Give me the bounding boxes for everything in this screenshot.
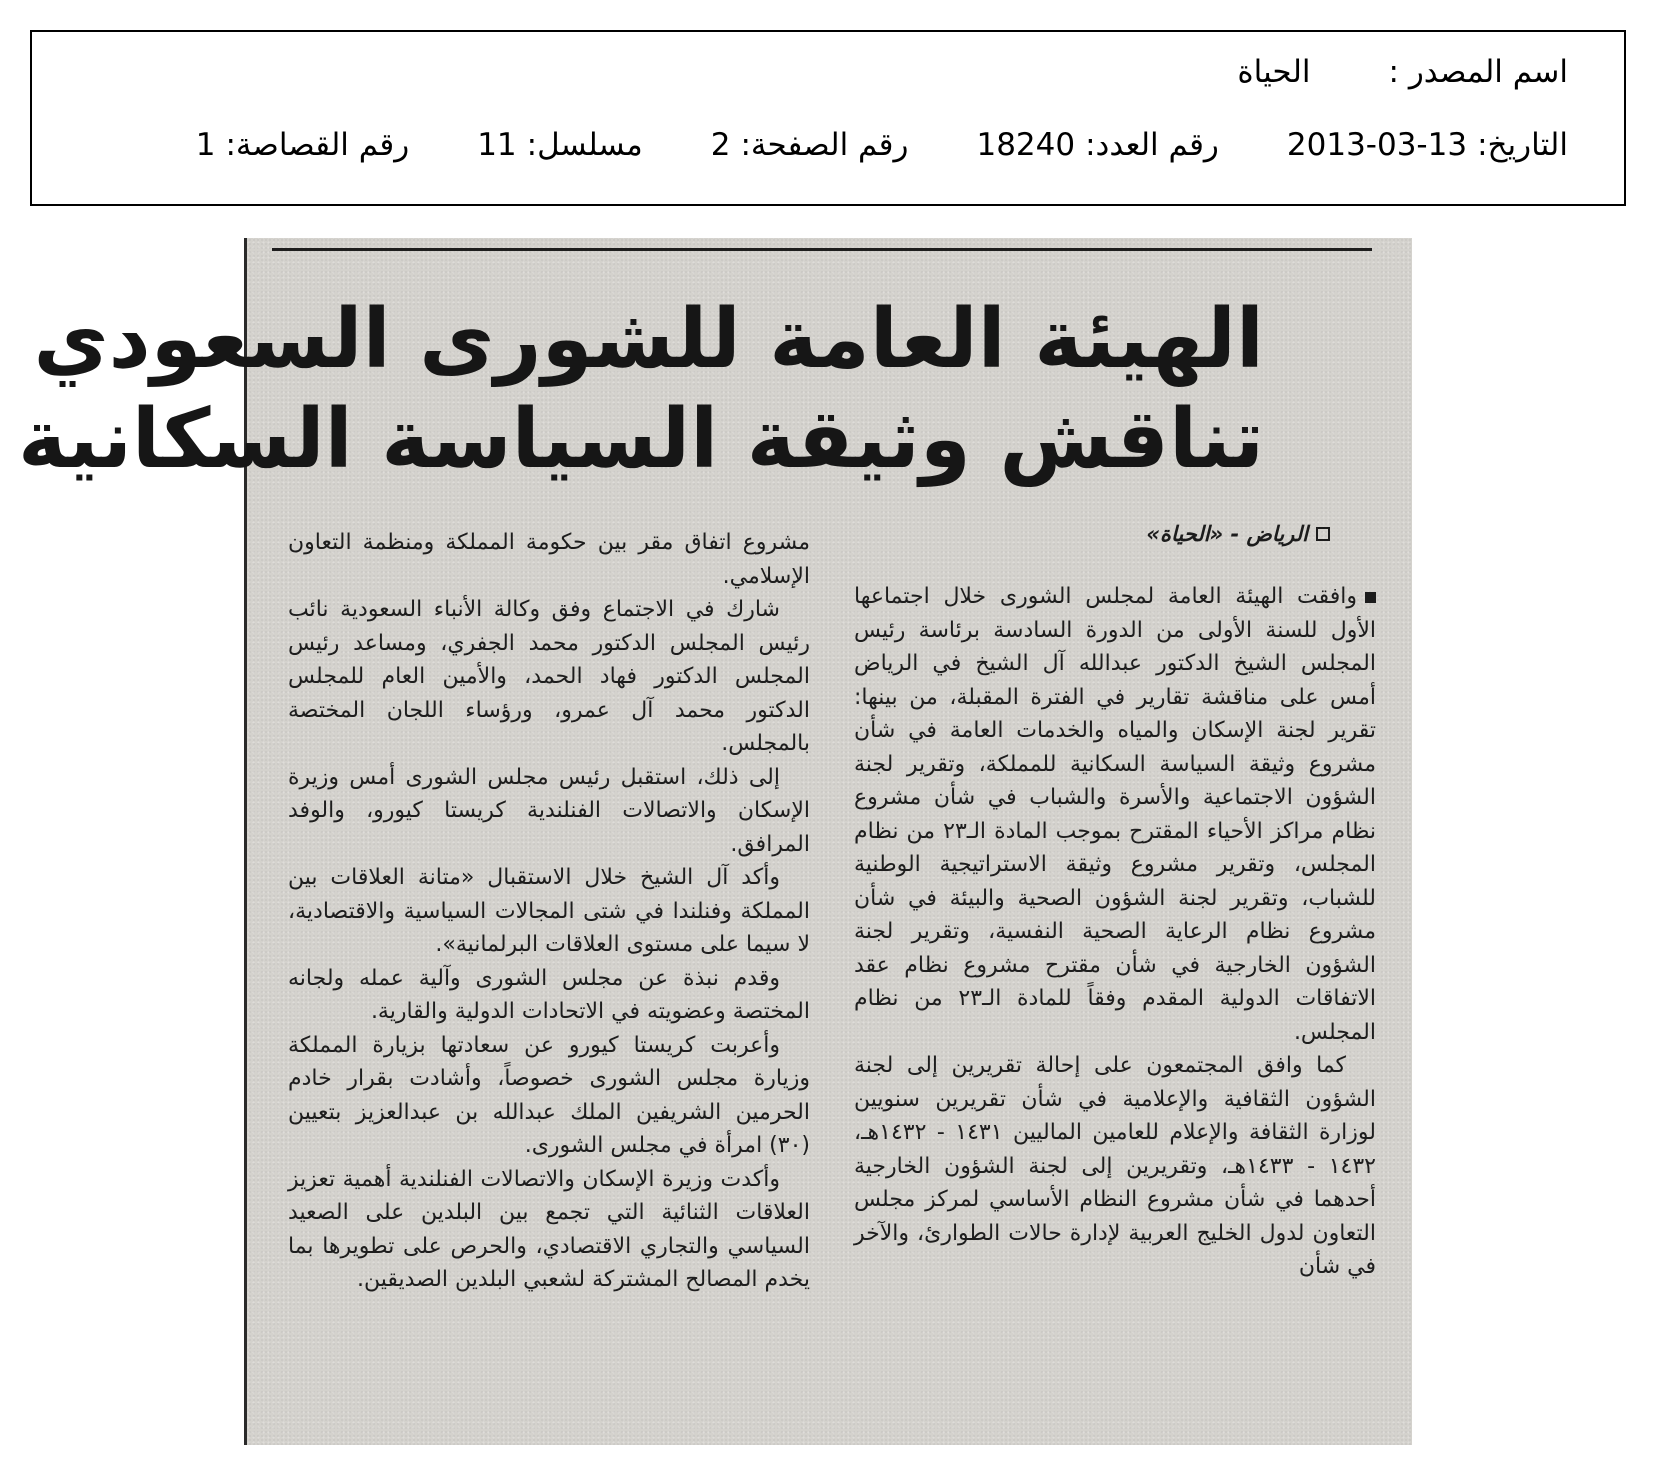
issue-value: 18240 bbox=[976, 127, 1076, 163]
paragraph: مشروع اتفاق مقر بين حكومة المملكة ومنظمة التعاون الإسلامي. bbox=[288, 530, 810, 589]
article-column-right bbox=[854, 580, 1376, 1284]
serial-label: مسلسل: bbox=[526, 127, 643, 163]
filled-square-bullet-icon bbox=[1365, 592, 1376, 603]
serial-field bbox=[477, 127, 643, 163]
paragraph: وأعربت كريستا كيورو عن سعادتها بزيارة المملكة وزيارة مجلس الشورى خصوصاً، وأشادت بقرار خادم الحرمين الشريفين الملك عبدالله بن عبدالعزيز بتعيين (٣٠) امرأة في مجلس الشورى. bbox=[288, 1032, 810, 1158]
dateline-text: الرياض - «الحياة» bbox=[1146, 522, 1308, 546]
source-value: الحياة bbox=[1237, 54, 1311, 90]
issue-label: رقم العدد: bbox=[1085, 127, 1219, 163]
issue-field bbox=[976, 127, 1218, 163]
clip-number-field bbox=[196, 127, 409, 163]
paragraph: كما وافق المجتمعون على إحالة تقريرين إلى لجنة الشؤون الثقافية والإعلامية في شأن تقريرين سنويين لوزارة الثقافة والإعلام للعامين الماليين ١٤٣١ - ١٤٣٢هـ، ١٤٣٢ - ١٤٣٣هـ، وتقريرين إلى لجنة الشؤون الخارجية أحدهما في شأن مشروع النظام الأساسي لمركز مجلس التعاون لدول الخليج العربية لإدارة حالات الطوارئ، والآخر في شأن bbox=[854, 1053, 1376, 1279]
paragraph: شارك في الاجتماع وفق وكالة الأنباء السعودية نائب رئيس المجلس الدكتور محمد الجفري، ومساعد رئيس المجلس الدكتور فهاد الحمد، والأمين العام للمجلس الدكتور محمد آل عمرو، ورؤساء اللجان المختصة بالمجلس. bbox=[288, 597, 810, 756]
headline-line-1: الهيئة العامة للشورى السعودي bbox=[33, 292, 1264, 387]
serial-value: 11 bbox=[477, 127, 517, 163]
details-row bbox=[196, 127, 1568, 163]
square-bullet-icon bbox=[1316, 527, 1330, 541]
newspaper-clipping-scan bbox=[17, 238, 1412, 1445]
article-column-left bbox=[288, 526, 810, 1297]
page-label: رقم الصفحة: bbox=[740, 127, 909, 163]
clipping-metadata-box bbox=[30, 30, 1626, 206]
top-rule-line bbox=[272, 248, 1372, 251]
date-value: 2013-03-13 bbox=[1286, 127, 1468, 163]
page-field bbox=[711, 127, 909, 163]
date-field bbox=[1287, 127, 1568, 163]
paragraph: وأكدت وزيرة الإسكان والاتصالات الفنلندية أهمية تعزيز العلاقات الثنائية التي تجمع بين البلدين على الصعيد السياسي والتجاري الاقتصادي، والحرص على تطويرها بما يخدم المصالح المشتركة لشعبي البلدين الصديقين. bbox=[288, 1166, 810, 1292]
source-label: اسم المصدر : bbox=[1388, 54, 1568, 90]
paragraph-text: وافقت الهيئة العامة لمجلس الشورى خلال اجتماعها الأول للسنة الأولى من الدورة السادسة برئاسة رئيس المجلس الشيخ الدكتور عبدالله آل الشيخ في الرياض أمس على مناقشة تقارير في الفترة المقبلة، من بينها: تقرير لجنة الإسكان والمياه والخدمات العامة في شأن مشروع وثيقة السياسة السكانية للمملكة، وتقرير لجنة الشؤون الاجتماعية والأسرة والشباب في شأن مشروع نظام مراكز الأحياء المقترح بموجب المادة الـ٢٣ من نظام المجلس، وتقرير مشروع وثيقة الاستراتيجية الوطنية للشباب، وتقرير لجنة الشؤون الصحية والبيئة في شأن مشروع نظام الرعاية الصحية النفسية، وتقرير لجنة الشؤون الخارجية في شأن مقترح مشروع نظام عقد الاتفاقات الدولية المقدم وفقاً للمادة الـ٢٣ من نظام المجلس. bbox=[854, 584, 1376, 1045]
page-value: 2 bbox=[710, 127, 731, 163]
paragraph: وأكد آل الشيخ خلال الاستقبال «متانة العلاقات بين المملكة وفنلندا في شتى المجالات السياسية والاقتصادية، لا سيما على مستوى العلاقات البرلمانية». bbox=[288, 865, 810, 957]
paragraph: وقدم نبذة عن مجلس الشورى وآلية عمله ولجانه المختصة وعضويته في الاتحادات الدولية والقارية. bbox=[288, 965, 810, 1024]
clip-number-value: 1 bbox=[195, 127, 216, 163]
source-row bbox=[1237, 54, 1568, 90]
dateline bbox=[1146, 522, 1330, 546]
clip-number-label: رقم القصاصة: bbox=[225, 127, 410, 163]
date-label: التاريخ: bbox=[1477, 127, 1568, 163]
paragraph: إلى ذلك، استقبل رئيس مجلس الشورى أمس وزيرة الإسكان والاتصالات الفنلندية كريستا كيورو، والوفد المرافق. bbox=[288, 764, 810, 857]
headline-line-2: تناقش وثيقة السياسة السكانية bbox=[17, 392, 1264, 487]
paragraph bbox=[854, 580, 1376, 1049]
